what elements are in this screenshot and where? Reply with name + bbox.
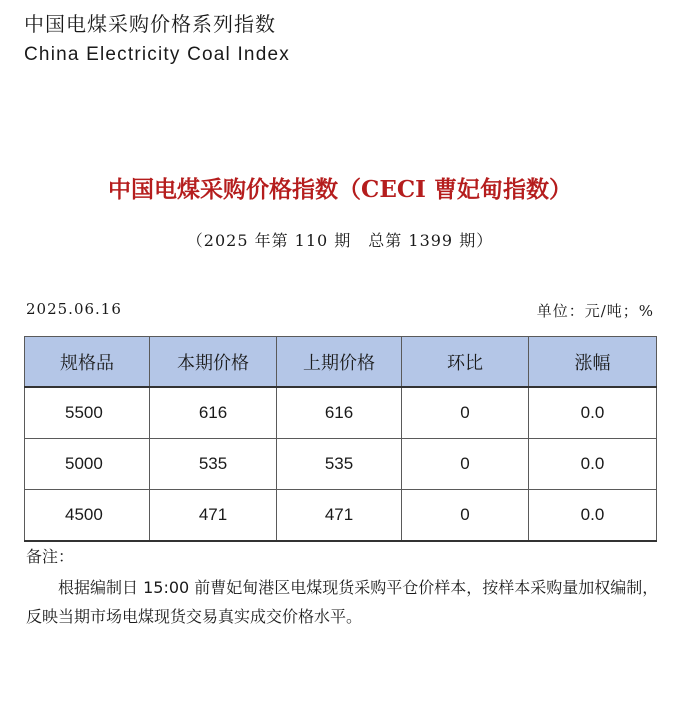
cell-change: 0 <box>402 490 529 542</box>
header-change-rate: 涨幅 <box>529 337 657 388</box>
cell-change-rate: 0.0 <box>529 490 657 542</box>
cell-spec: 5500 <box>25 387 150 439</box>
cell-current-price: 471 <box>150 490 277 542</box>
table-row <box>25 439 657 490</box>
cell-change-rate: 0.0 <box>529 387 657 439</box>
report-date: 2025.06.16 <box>26 300 122 318</box>
report-title: 中国电煤采购价格指数（CECI 曹妃甸指数） <box>108 176 572 203</box>
header-spec: 规格品 <box>25 337 150 388</box>
notes-label: 备注： <box>26 547 75 566</box>
table-header-row <box>25 337 657 388</box>
issue-number: （2025 年第 110 期 总第 1399 期） <box>186 231 494 250</box>
cell-previous-price: 535 <box>277 439 402 490</box>
series-title-en: China Electricity Coal Index <box>24 44 290 65</box>
table-row <box>25 490 657 542</box>
cell-current-price: 535 <box>150 439 277 490</box>
unit-label: 单位：元/吨；% <box>536 302 654 320</box>
price-index-table <box>24 336 657 542</box>
header-change: 环比 <box>402 337 529 388</box>
header-previous-price: 上期价格 <box>277 337 402 388</box>
cell-previous-price: 471 <box>277 490 402 542</box>
table-row <box>25 387 657 439</box>
cell-spec: 5000 <box>25 439 150 490</box>
cell-previous-price: 616 <box>277 387 402 439</box>
header-current-price: 本期价格 <box>150 337 277 388</box>
notes-text: 根据编制日 15:00 前曹妃甸港区电煤现货采购平仓价样本，按样本采购量加权编制，反映当期市场电煤现货交易真实成交价格水平。 <box>26 578 659 626</box>
series-title-cn: 中国电煤采购价格系列指数 <box>24 12 276 36</box>
cell-change: 0 <box>402 387 529 439</box>
cell-change: 0 <box>402 439 529 490</box>
cell-spec: 4500 <box>25 490 150 542</box>
cell-change-rate: 0.0 <box>529 439 657 490</box>
cell-current-price: 616 <box>150 387 277 439</box>
